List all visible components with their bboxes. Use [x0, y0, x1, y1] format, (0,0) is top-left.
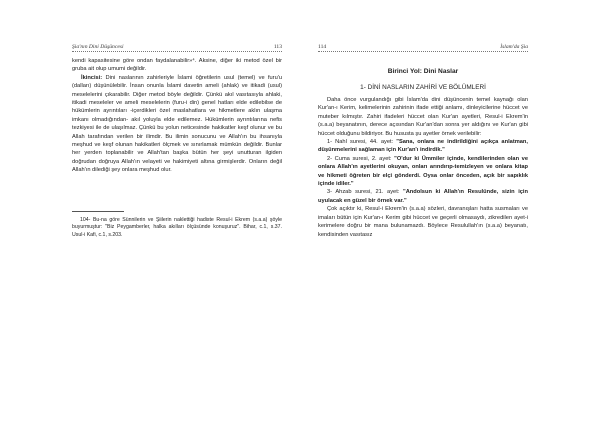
right-body: [318, 96, 528, 239]
left-body: [72, 57, 282, 175]
paragraph: [72, 74, 282, 175]
right-page-header: [318, 44, 528, 52]
paragraph-text: Dini naslarının zahirleriyle İslami öğretilerin usul (temel) ve furu'u (dalları) düşünülebilir. İnsan onunla İslami davetin ameli (ahlak) ve itikadi (usul) meselelerini çıkarabilir. Diğer metod böyle değildir. Çünkü akıl vasıtasıyla ahlaki, itikadi meseleler ve ameli meselelerin (furu-i din) genel hatları elde edilebilse de hükümlerin ayrıntıları -içerdikleri özel maslahatlara ve hikmetlere aklın ulaşma imkanı olmadığından- akıl yoluyla elde edilemez. Hükümlerin ayrıntılarına nefis tezkiyesi ile de ulaşılmaz. Çünkü bu yolun neticesinde hakikatler keşf olunur ve bu Allah tarafından verilen bir ilimdir. Bu ilimin sonucunu ve Allah'ın bu ihsanıyla meşhud ve keşf olunan hakikatleri ölçmek ve sınırlamak mümkün değildir. Bunlar her yerden toplanabilir ve Allah'tan başka bütün her şeyi unutturan ilgiden doğrudan doğruya Allah'ın velayeti ve hakimiyeti altına girmişlerdir. Onların değil Allah'ın dilediği şey onlara meşhud olur.: [72, 74, 282, 174]
footnote-rule: [72, 211, 124, 212]
page-number: 113: [273, 44, 282, 50]
chapter-title: Birinci Yol: Dini Naslar: [387, 68, 459, 75]
verse-text: "Andolsun ki Allah'ın Resulünde, sizin için uyulacak en güzel bir örnek var.": [318, 189, 528, 204]
verse-item: [318, 155, 528, 189]
right-page: [300, 0, 600, 424]
verse-text: "Sana, onlara ne indirildiğini açıkça anlatman, düşünmelerini sağlaman için Kur'an'ı indirdik.": [318, 139, 528, 154]
paragraph: Daha önce vurgulandığı gibi İslam'da dini düşüncenin temel kaynağı olan Kur'an-ı Kerim, kelimelerinin zahirinin ifade ettiği anlamı, dinleyicilerine hüccet ve muteber kılmıştır. Zahiri ifadeleri hüccet olan Kur'an ayetleri, Resul-i Ekrem'in (s.a.a) beyanatının, derece açısından Kur'an'dan sonra yer aldığını ve Kur'an gibi hüccet olduğunu bildiriyor. Bu hususta şu ayetler örnek verilebilir:: [318, 97, 528, 137]
paragraph: Çok açıktır ki, Resul-i Ekrem'in (s.a.a) sözleri, davranışları hatta susmaları ve imaları bütün için Kur'an-ı Kerim gibi hüccet ve geçerli olmasaydı, zikredilen ayet-i kerimelere doğru bir mana bulunamazdı. Böylece Resulullah'ın (s.a.a) beyanatı, kendisinden vasıtasız: [318, 206, 528, 238]
page-number: 114: [318, 44, 327, 50]
paragraph-lead: İkincisi:: [81, 74, 103, 81]
paragraph: kendi kapasitesine göre ondan faydalanabilir»⁴. Aksine, diğer iki metod özel bir gruba ait olup umumi değildir.: [72, 58, 282, 73]
verse-ref: 2- Cuma suresi, 2. ayet:: [327, 155, 395, 162]
verse-ref: 1- Nahl suresi, 44. ayet:: [327, 139, 397, 146]
verse-item: [318, 188, 528, 205]
left-page-header: [72, 44, 282, 52]
section-title: 1- DİNİ NASLARIN ZAHİRİ VE BÖLÜMLERİ: [360, 84, 486, 91]
running-title: İslam'da Şia: [500, 44, 528, 50]
verse-text: "O'dur ki Ümmiler içinde, kendilerinden olan ve onlara Allah'ın ayetlerini okuyan, onları arındırıp-temizleyen ve onlara kitap ve hikmeti öğreten bir elçi gönderdi. Oysa onlar önceden, açık bir sapıklık içinde idiler.": [318, 155, 528, 188]
verse-ref: 3- Ahzab suresi, 21. ayet:: [327, 189, 403, 196]
footnote: 104- Bu-na göre Sünnilerin ve Şiilerin naklettiği hadiste Resul-i Ekrem (s.a.a) şöyle buyurmuştur: "Biz Peygamberler, halka akılları ölçüsünde konuşuruz". Bihar, c.1, s.37. Usul-i Kafi, c.1, s.203.: [72, 216, 282, 238]
running-title: Şia'nın Dini Düşüncesi: [72, 44, 124, 50]
verse-item: [318, 138, 528, 155]
